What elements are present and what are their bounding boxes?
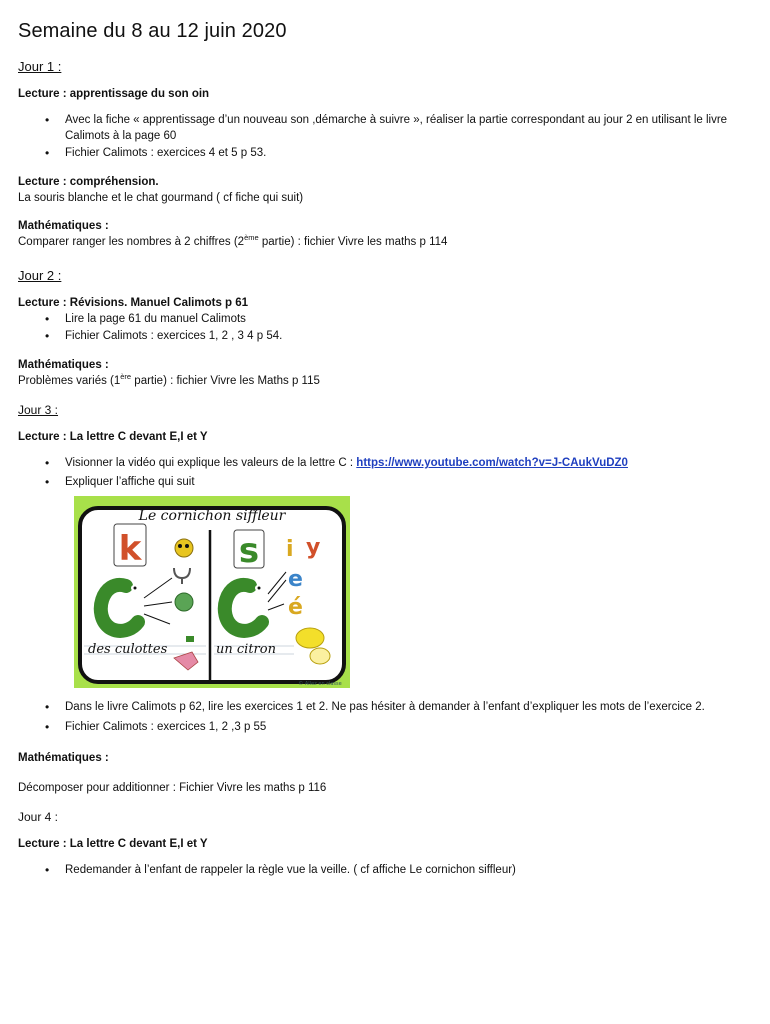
j3-lecture-title: Lecture : La lettre C devant E,I et Y	[18, 431, 208, 443]
poster-title: Le cornichon siffleur	[138, 508, 286, 524]
document-page	[18, 20, 753, 879]
j4-lecture-list	[45, 862, 753, 878]
word-des-culottes: des culottes	[88, 642, 168, 657]
letter-i: i	[286, 537, 294, 562]
day-1-heading: Jour 1 :	[18, 59, 62, 74]
j2-lecture-list	[45, 311, 753, 344]
list-item: • Redemander à l’enfant de rappeler la règle vue la veille. ( cf affiche Le cornichon siffleur)	[45, 862, 753, 878]
list-item: • Visionner la vidéo qui explique les valeurs de la lettre C : https://www.youtube.com/watch?v=J-CAukVuDZ0	[45, 455, 753, 471]
youtube-video-link[interactable]: https://www.youtube.com/watch?v=J-CAukVuDZ0	[356, 457, 628, 469]
list-item: • Avec la fiche « apprentissage d’un nouveau son ,démarche à suivre », réaliser la partie correspondant au jour 2 en utilisant le livre Calimots à la page 60	[45, 112, 753, 144]
day-4-heading: Jour 4 :	[18, 810, 59, 824]
list-item: • Fichier Calimots : exercices 1, 2 ,3 p 55	[45, 718, 753, 737]
lemon-icon	[296, 628, 324, 648]
j2-lecture-title: Lecture : Révisions. Manuel Calimots p 61	[18, 297, 249, 309]
list-item: • Dans le livre Calimots p 62, lire les exercices 1 et 2. Ne pas hésiter à demander à l’enfant d’expliquer les mots de l’exercice 2.	[45, 698, 753, 717]
j3-maths-title: Mathématiques :	[18, 752, 109, 764]
j1-maths-title: Mathématiques :	[18, 220, 109, 232]
j1-lecture-comp-title: Lecture : compréhension.	[18, 176, 159, 188]
virus-icon	[175, 593, 193, 611]
letter-e: e	[288, 567, 303, 592]
page-title: Semaine du 8 au 12 juin 2020	[18, 20, 287, 42]
monster-icon	[175, 539, 193, 557]
j1-lecture-comp-text: La souris blanche et le chat gourmand ( cf fiche qui suit)	[18, 192, 304, 204]
list-item: • Fichier Calimots : exercices 1, 2 , 3 4 p 54.	[45, 328, 753, 344]
j2-maths-text: Problèmes variés (1ère partie) : fichier Vivre les Maths p 115	[18, 372, 320, 387]
list-item: • Lire la page 61 du manuel Calimots	[45, 311, 753, 327]
cornichon-siffleur-poster	[74, 496, 350, 688]
j1-maths-text: Comparer ranger les nombres à 2 chiffres (2ème partie) : fichier Vivre les maths p 114	[18, 233, 448, 248]
day-3-heading: Jour 3 :	[18, 403, 59, 417]
list-item: • Fichier Calimots : exercices 4 et 5 p 53.	[45, 145, 753, 161]
poster-credit: © Allez en classe	[298, 681, 342, 687]
j1-lecture-son-title: Lecture : apprentissage du son oin	[18, 88, 210, 100]
j4-lecture-title: Lecture : La lettre C devant E,I et Y	[18, 838, 208, 850]
letter-k: k	[118, 529, 142, 569]
list-item: • Expliquer l’affiche qui suit	[45, 474, 753, 490]
letter-e-acute: é	[288, 595, 303, 620]
j1-lecture-son-list	[45, 112, 753, 161]
j3-lecture-list	[45, 455, 753, 490]
j2-maths-title: Mathématiques :	[18, 359, 109, 371]
letter-y: y	[306, 535, 321, 560]
word-un-citron: un citron	[216, 642, 276, 657]
letter-s: s	[238, 531, 260, 571]
j3-maths-text: Décomposer pour additionner : Fichier Vivre les maths p 116	[18, 782, 327, 794]
day-2-heading: Jour 2 :	[18, 268, 62, 283]
j3-lecture-list-after	[45, 698, 753, 737]
lemon-slice-icon	[310, 648, 330, 664]
